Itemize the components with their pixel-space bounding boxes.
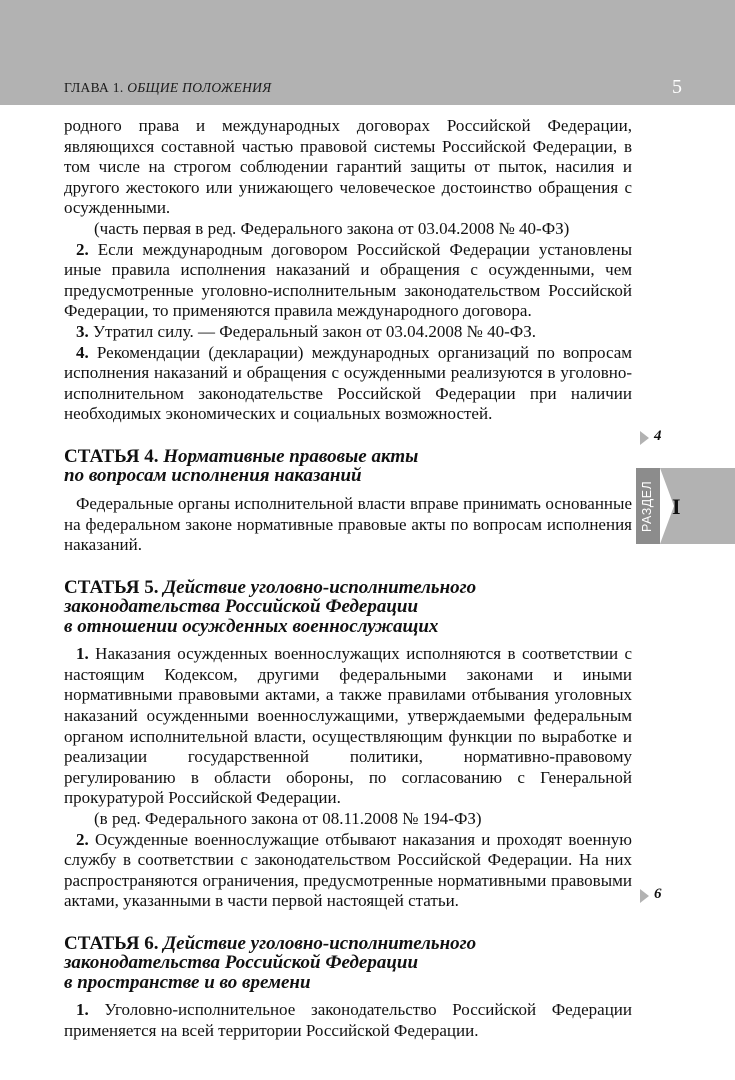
page-number: 5	[672, 76, 682, 98]
paragraph-number: 3.	[76, 321, 89, 341]
paragraph: Федеральные органы исполнительной власти вправе принимать основанные на федеральном законе нормативные правовые акты по вопросам исполнения наказаний.	[64, 493, 632, 555]
article-label: СТАТЬЯ 5.	[64, 576, 159, 598]
article-label: СТАТЬЯ 4.	[64, 445, 159, 467]
paragraph-text: Утратил силу. — Федеральный закон от 03.04.2008 № 40-ФЗ.	[93, 321, 536, 341]
amendment-note: (часть первая в ред. Федерального закона от 03.04.2008 № 40-ФЗ)	[94, 218, 570, 238]
article-title-line: по вопросам исполнения наказаний	[64, 465, 362, 487]
triangle-marker-icon	[640, 889, 649, 903]
paragraph-text: Рекомендации (декларации) международных организаций по вопросам исполнения наказаний и обращения с осужденными реализуются в уголовно-исполнительном законодательстве Российской Федерации при наличии необходимых экономических и социальных возможностей.	[64, 342, 632, 424]
paragraph	[64, 1000, 632, 1041]
paragraph-number: 4.	[76, 342, 89, 362]
article-label: СТАТЬЯ 6.	[64, 932, 159, 954]
article-6-marker	[640, 886, 670, 906]
article-6-marker-number: 6	[654, 886, 662, 902]
paragraph	[64, 644, 632, 809]
triangle-marker-icon	[640, 431, 649, 445]
article-4-marker	[640, 428, 670, 448]
page-content	[64, 116, 632, 1042]
paragraph-text: Уголовно-исполнительное законодательство Российской Федерации применяется на всей территории Российской Федерации.	[64, 1000, 632, 1040]
article-4-heading	[64, 447, 632, 486]
section-label: РАЗДЕЛ	[640, 480, 654, 532]
paragraph	[64, 830, 632, 912]
paragraph	[64, 240, 632, 322]
paragraph-text: Если международным договором Российской Федерации установлены иные правила исполнения наказаний и обращения с осужденными, чем предусмотренные уголовно-исполнительным законодательством Российской Федерации, то применяются правила международного договора.	[64, 239, 632, 321]
paragraph-number: 1.	[76, 1000, 89, 1020]
section-numeral: I	[672, 494, 681, 519]
article-title-line: Действие уголовно-исполнительного	[163, 576, 477, 598]
paragraph-text: Осужденные военнослужащие отбывают наказания и проходят военную службу в соответствии с законодательством Российской Федерации. На них распространяются ограничения, предусмотренные нормативными правовыми актами, указанными в части первой настоящей статьи.	[64, 829, 632, 911]
paragraph-number: 2.	[76, 239, 89, 259]
article-title-line: в пространстве и во времени	[64, 971, 311, 993]
paragraph-number: 1.	[76, 644, 89, 664]
article-title-line: законодательства Российской Федерации	[64, 596, 419, 618]
paragraph	[64, 343, 632, 425]
paragraph-number: 2.	[76, 829, 89, 849]
article-4-marker-number: 4	[654, 428, 662, 444]
chapter-prefix: ГЛАВА 1.	[64, 80, 124, 95]
paragraph: родного права и международных договорах Российской Федерации, являющихся составной частью правовой системы Российской Федерации, в том числе на строгом соблюдении гарантий защиты от пыток, насилия и другого жестокого или унижающего человеческое достоинство обращения с осужденными.	[64, 116, 632, 218]
chapter-title: ОБЩИЕ ПОЛОЖЕНИЯ	[127, 80, 272, 95]
article-title-line: в отношении осужденных военнослужащих	[64, 615, 439, 637]
article-6-heading	[64, 934, 632, 993]
article-title-line: Нормативные правовые акты	[163, 445, 419, 467]
running-header	[64, 80, 271, 96]
article-title-line: законодательства Российской Федерации	[64, 952, 419, 974]
article-5-heading	[64, 578, 632, 637]
article-title-line: Действие уголовно-исполнительного	[163, 932, 477, 954]
paragraph	[64, 322, 632, 343]
paragraph-text: Наказания осужденных военнослужащих исполняются в соответствии с настоящим Кодексом, другими федеральными законами и иными нормативными правовыми актами, а также правилами отбывания уголовных наказаний осужденными военнослужащими, утверждаемыми федеральным органом исполнительной власти, осуществляющим функции по выработке и реализации государственной политики, нормативно-правовому регулированию в области обороны, по согласованию с Генеральной прокуратурой Российской Федерации.	[64, 644, 633, 808]
amendment-note: (в ред. Федерального закона от 08.11.2008 № 194-ФЗ)	[94, 808, 482, 828]
